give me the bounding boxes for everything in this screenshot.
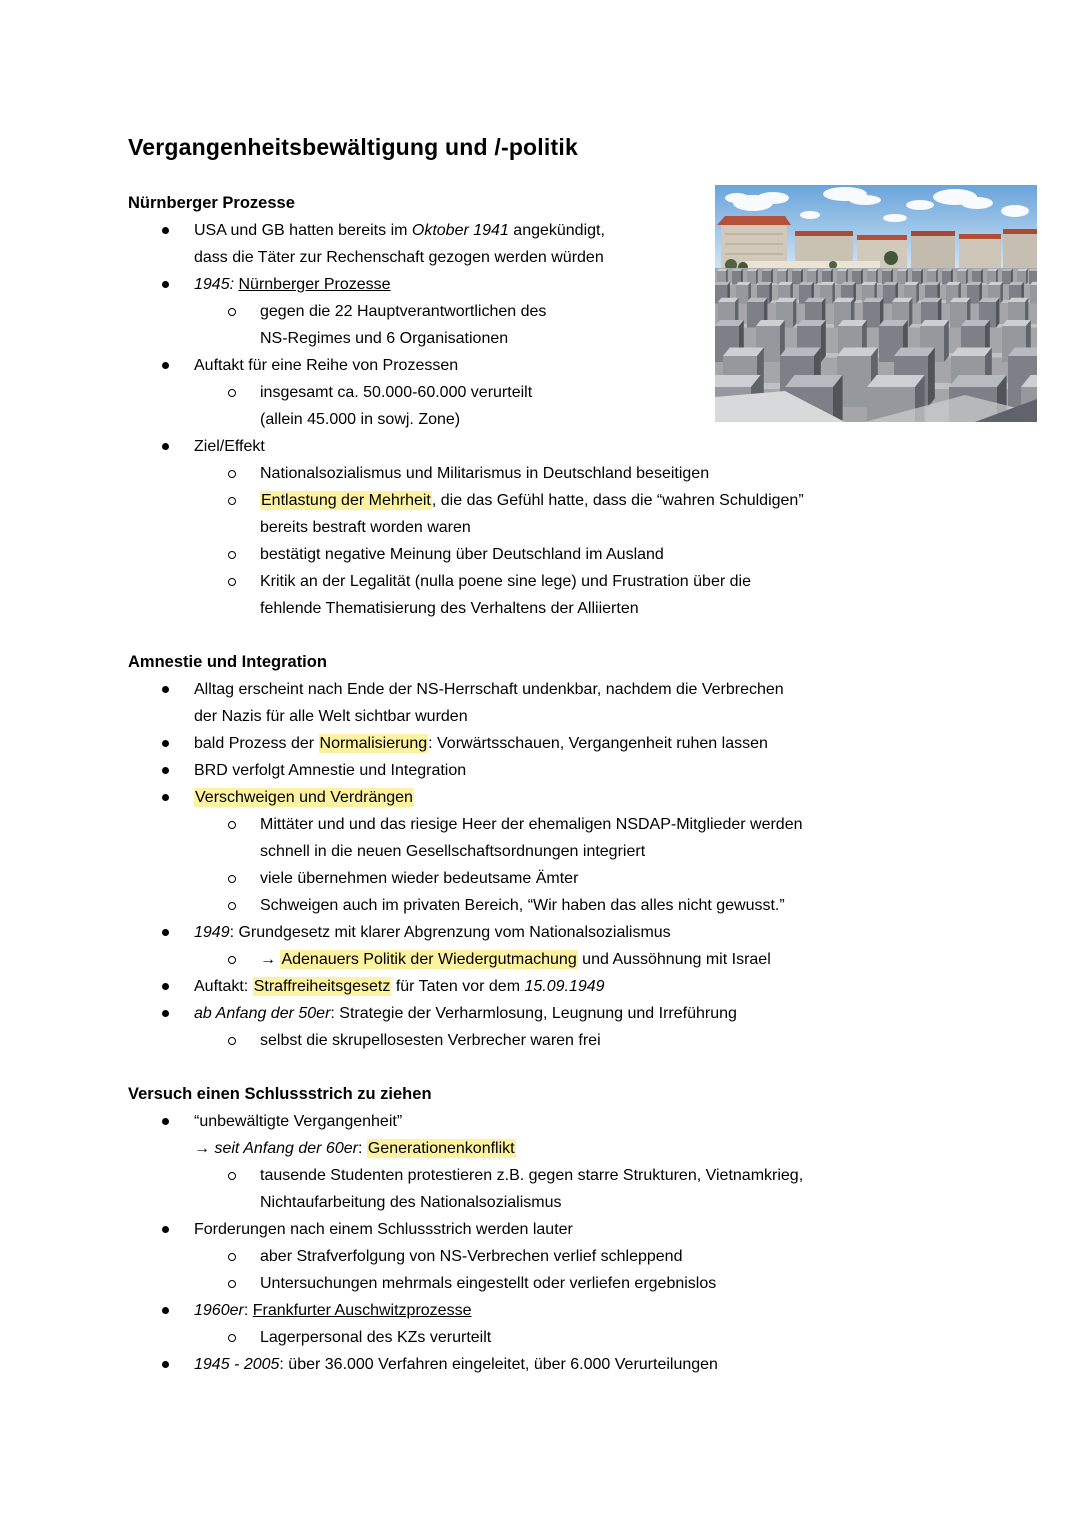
list-item-text <box>260 1167 803 1211</box>
text-run: : <box>243 1302 253 1319</box>
circle-bullet-icon <box>228 956 236 964</box>
text-run: Kritik an der Legalität (nulla poene sine lege) und Frustration über die <box>260 573 751 590</box>
list-item <box>128 541 950 568</box>
disc-bullet-icon <box>162 767 169 774</box>
text-run: 1945: <box>194 276 235 293</box>
text-run: Oktober 1941 <box>411 222 509 239</box>
holocaust-memorial-illustration <box>715 185 1037 422</box>
disc-bullet-icon <box>162 1226 169 1233</box>
list-item-text <box>194 1221 573 1238</box>
disc-bullet-icon <box>162 1361 169 1368</box>
list-item <box>128 1297 950 1324</box>
text-run: insgesamt ca. 50.000-60.000 verurteilt <box>260 384 533 401</box>
section-heading: Nürnberger Prozesse <box>128 194 295 212</box>
text-run: und Aussöhnung mit Israel <box>577 951 771 968</box>
circle-bullet-icon <box>228 821 236 829</box>
list-item <box>128 1216 950 1243</box>
text-run: dass die Täter zur Rechenschaft gezogen werden würden <box>194 249 604 266</box>
text-run: bestätigt negative Meinung über Deutschland im Ausland <box>260 546 664 563</box>
text-run: : über 36.000 Verfahren eingeleitet, über 6.000 Verurteilungen <box>279 1356 718 1373</box>
disc-bullet-icon <box>162 740 169 747</box>
list-item-text <box>194 1113 402 1130</box>
text-run: Adenauers Politik der Wiedergutmachung <box>281 951 577 968</box>
list-item <box>128 460 950 487</box>
circle-bullet-icon <box>228 308 236 316</box>
list-item <box>128 1270 950 1297</box>
section-heading: Versuch einen Schlussstrich zu ziehen <box>128 1085 432 1103</box>
list-item-text <box>194 924 671 941</box>
list-item-text <box>194 438 265 455</box>
circle-bullet-icon <box>228 497 236 505</box>
list-item-text <box>260 950 771 969</box>
list-item <box>128 811 950 865</box>
list-item-text <box>194 222 605 266</box>
list-item-text <box>260 897 785 914</box>
list-item <box>128 568 950 622</box>
circle-bullet-icon <box>228 875 236 883</box>
list-item <box>128 1243 950 1270</box>
text-run: Mittäter und und das riesige Heer der ehemaligen NSDAP-Mitglieder werden <box>260 816 803 833</box>
list-item <box>128 865 950 892</box>
section <box>128 649 950 1054</box>
text-run: Generationenkonflikt <box>367 1140 515 1157</box>
page-title: Vergangenheitsbewältigung und /-politik <box>128 134 578 160</box>
section-heading: Amnestie und Integration <box>128 653 327 671</box>
text-run: Schweigen auch im privaten Bereich, “Wir haben das alles nicht gewusst.” <box>260 897 785 914</box>
disc-bullet-icon <box>162 227 169 234</box>
text-run: fehlende Thematisierung des Verhaltens der Alliierten <box>260 600 639 617</box>
holocaust-memorial-photo <box>715 185 1037 422</box>
list-item <box>128 730 950 757</box>
text-run: (allein 45.000 in sowj. Zone) <box>260 411 461 428</box>
list-item-text <box>260 303 546 347</box>
list-item-text <box>260 816 803 860</box>
list-item-text <box>260 1329 491 1346</box>
circle-bullet-icon <box>228 1037 236 1045</box>
list-item <box>128 1162 950 1216</box>
list-item <box>128 1027 950 1054</box>
circle-bullet-icon <box>228 1280 236 1288</box>
circle-bullet-icon <box>228 1334 236 1342</box>
text-run: 1945 - 2005 <box>194 1356 280 1373</box>
circle-bullet-icon <box>228 902 236 910</box>
text-run: viele übernehmen wieder bedeutsame Ämter <box>260 870 579 887</box>
disc-bullet-icon <box>162 281 169 288</box>
text-run: aber Strafverfolgung von NS-Verbrechen verlief schleppend <box>260 1248 683 1265</box>
disc-bullet-icon <box>162 983 169 990</box>
list-item-text <box>260 1032 601 1049</box>
list-item-text <box>194 762 466 779</box>
text-run: Lagerpersonal des KZs verurteilt <box>260 1329 492 1346</box>
text-run: Verschweigen und Verdrängen <box>195 789 413 806</box>
text-run: Nichtaufarbeitung des Nationalsozialismus <box>260 1194 562 1211</box>
list-item-text <box>194 1302 471 1319</box>
text-run: angekündigt, <box>508 222 605 239</box>
list-item-text <box>260 546 664 563</box>
text-run: Untersuchungen mehrmals eingestellt oder verliefen ergebnislos <box>260 1275 717 1292</box>
disc-bullet-icon <box>162 1118 169 1125</box>
text-run: Nationalsozialismus und Militarismus in Deutschland beseitigen <box>260 465 710 482</box>
disc-bullet-icon <box>162 686 169 693</box>
list-item-text <box>194 1139 516 1158</box>
text-run: → <box>194 1140 215 1157</box>
text-run: bald Prozess der <box>194 735 319 752</box>
text-run: Entlastung der Mehrheit <box>261 492 431 509</box>
text-run: für Taten vor dem <box>391 978 525 995</box>
list-item <box>128 892 950 919</box>
list-item-text <box>194 357 458 374</box>
circle-bullet-icon <box>228 389 236 397</box>
text-run: Auftakt: <box>194 978 253 995</box>
list-item-text <box>194 1356 718 1373</box>
list-item <box>128 1324 950 1351</box>
list-item <box>128 1108 950 1135</box>
text-run: Straffreiheitsgesetz <box>253 978 391 995</box>
text-run: 15.09.1949 <box>524 978 605 995</box>
disc-bullet-icon <box>162 929 169 936</box>
list-item-text <box>260 384 532 428</box>
text-run: BRD verfolgt Amnestie und Integration <box>194 762 467 779</box>
disc-bullet-icon <box>162 362 169 369</box>
list-item <box>128 757 950 784</box>
circle-bullet-icon <box>228 551 236 559</box>
list-item <box>128 433 950 460</box>
text-run: → <box>260 951 281 968</box>
list-item-text <box>194 1005 737 1022</box>
circle-bullet-icon <box>228 1253 236 1261</box>
text-run: Ziel/Effekt <box>194 438 265 455</box>
list-item-text <box>260 1248 682 1265</box>
circle-bullet-icon <box>228 470 236 478</box>
list-item <box>128 1000 950 1027</box>
text-run: , die das Gefühl hatte, dass die “wahren Schuldigen” <box>431 492 804 509</box>
list-item-text <box>260 465 709 482</box>
list-item <box>128 1135 950 1162</box>
list-item-text <box>194 734 768 753</box>
text-run: der Nazis für alle Welt sichtbar wurden <box>194 708 468 725</box>
circle-bullet-icon <box>228 1172 236 1180</box>
text-run: Nürnberger Prozesse <box>238 276 391 293</box>
text-run: “unbewältigte Vergangenheit” <box>194 1113 403 1130</box>
disc-bullet-icon <box>162 1010 169 1017</box>
text-run: : Grundgesetz mit klarer Abgrenzung vom Nationalsozialismus <box>229 924 671 941</box>
list-item <box>128 919 950 946</box>
text-run: tausende Studenten protestieren z.B. gegen starre Strukturen, Vietnamkrieg, <box>260 1167 804 1184</box>
text-run: bereits bestraft worden waren <box>260 519 471 536</box>
text-run: Forderungen nach einem Schlussstrich werden lauter <box>194 1221 573 1238</box>
list-item <box>128 973 950 1000</box>
text-run: ab Anfang der 50er <box>194 1005 331 1022</box>
text-run: : Strategie der Verharmlosung, Leugnung und Irreführung <box>330 1005 737 1022</box>
list-item <box>128 946 950 973</box>
text-run: USA und GB hatten bereits im <box>194 222 412 239</box>
list-item-text <box>194 276 391 293</box>
text-run: selbst die skrupellosesten Verbrecher waren frei <box>260 1032 601 1049</box>
list-item-text <box>260 491 804 536</box>
text-run: Normalisierung <box>319 735 428 752</box>
disc-bullet-icon <box>162 443 169 450</box>
list-item <box>128 784 950 811</box>
list-item <box>128 487 950 541</box>
list-item-text <box>260 1275 716 1292</box>
text-run: gegen die 22 Hauptverantwortlichen des <box>260 303 547 320</box>
text-run: Alltag erscheint nach Ende der NS-Herrschaft undenkbar, nachdem die Verbrechen <box>194 681 784 698</box>
text-run: Frankfurter Auschwitzprozesse <box>252 1302 472 1319</box>
text-run: 1949 <box>194 924 230 941</box>
disc-bullet-icon <box>162 1307 169 1314</box>
text-run: schnell in die neuen Gesellschaftsordnungen integriert <box>260 843 646 860</box>
list-item <box>128 1351 950 1378</box>
list-item-text <box>260 870 578 887</box>
text-run: Auftakt für eine Reihe von Prozessen <box>194 357 459 374</box>
text-run: NS-Regimes und 6 Organisationen <box>260 330 509 347</box>
list-item-text <box>260 573 751 617</box>
text-run: : <box>357 1140 367 1157</box>
text-run: seit Anfang der 60er <box>214 1140 358 1157</box>
list-item-text <box>194 788 414 807</box>
list-item <box>128 676 950 730</box>
section <box>128 1081 950 1378</box>
list-item-text <box>194 681 784 725</box>
circle-bullet-icon <box>228 578 236 586</box>
list-item-text <box>194 977 605 996</box>
text-run: 1960er <box>194 1302 244 1319</box>
text-run: : Vorwärtsschauen, Vergangenheit ruhen lassen <box>428 735 768 752</box>
disc-bullet-icon <box>162 794 169 801</box>
